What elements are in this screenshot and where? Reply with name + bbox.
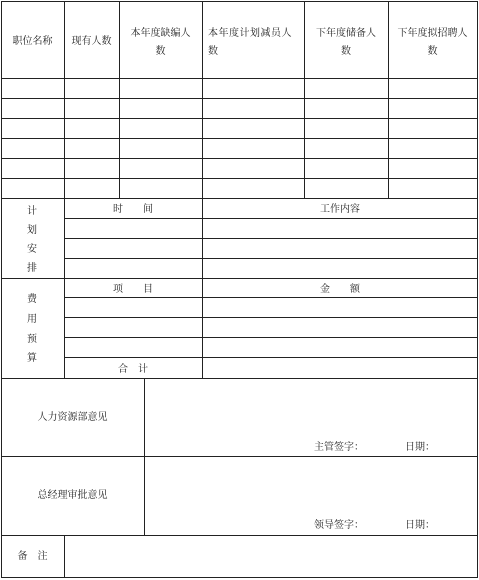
row-line [1, 198, 478, 199]
header-position: 职位名称 [12, 36, 53, 47]
budget-amount-header: 金 额 [320, 284, 360, 295]
plan-label-char: 计 [27, 206, 37, 217]
header-reserve-line2: 数 [341, 46, 351, 57]
border-bottom [1, 577, 478, 578]
plan-row-line [64, 238, 478, 239]
row-line [1, 178, 478, 179]
border-top [1, 1, 478, 2]
header-bottom-line [1, 78, 478, 79]
remarks-col-line [64, 535, 65, 578]
budget-label-char: 费 [27, 294, 37, 305]
gm-bottom-line [1, 535, 478, 536]
plan-row-line [64, 218, 478, 219]
header-reduce-line2: 数 [208, 46, 218, 57]
plan-content-header: 工作内容 [320, 204, 360, 215]
hr-bottom-line [1, 456, 478, 457]
hr-opinion-label: 人力资源部意见 [37, 412, 108, 423]
row-line [1, 138, 478, 139]
header-recruit-line1: 下年度拟招聘人 [397, 28, 468, 39]
header-current-count: 现有人数 [71, 36, 112, 47]
header-recruit-line2: 数 [427, 46, 438, 57]
header-reduce-line1: 本年度计划减员人 [208, 28, 292, 39]
hr-sign-label: 主管签字： [314, 442, 364, 453]
row-line [1, 118, 478, 119]
budget-label-char: 用 [27, 314, 37, 325]
budget-bottom-line [1, 378, 478, 379]
budget-label-char: 预 [27, 334, 37, 345]
hr-date-label: 日期： [405, 442, 435, 453]
budget-row-line [64, 337, 478, 338]
header-reserve-line1: 下年度储备人 [316, 28, 376, 39]
plan-label-char: 安 [27, 244, 37, 255]
remarks-label: 备 注 [17, 551, 48, 562]
plan-label-char: 划 [27, 225, 37, 236]
row-line [1, 158, 478, 159]
budget-item-header: 项 目 [113, 284, 153, 295]
plan-time-header: 时 间 [113, 204, 153, 215]
budget-row-line [64, 357, 478, 358]
budget-label-char: 算 [27, 353, 37, 364]
col-line [64, 1, 65, 198]
col-line [202, 1, 203, 198]
budget-row-line [64, 317, 478, 318]
gm-opinion-label: 总经理审批意见 [37, 490, 108, 501]
plan-label-char: 排 [27, 263, 37, 274]
header-shortage-line1: 本年度缺编人 [130, 28, 191, 39]
budget-total-label: 合 计 [118, 364, 148, 375]
gm-date-label: 日期： [405, 520, 435, 531]
header-shortage-line2: 数 [155, 46, 166, 57]
row-line [1, 98, 478, 99]
plan-row-line [64, 258, 478, 259]
plan-bottom-line [1, 278, 478, 279]
gm-sign-label: 领导签字： [314, 520, 364, 531]
